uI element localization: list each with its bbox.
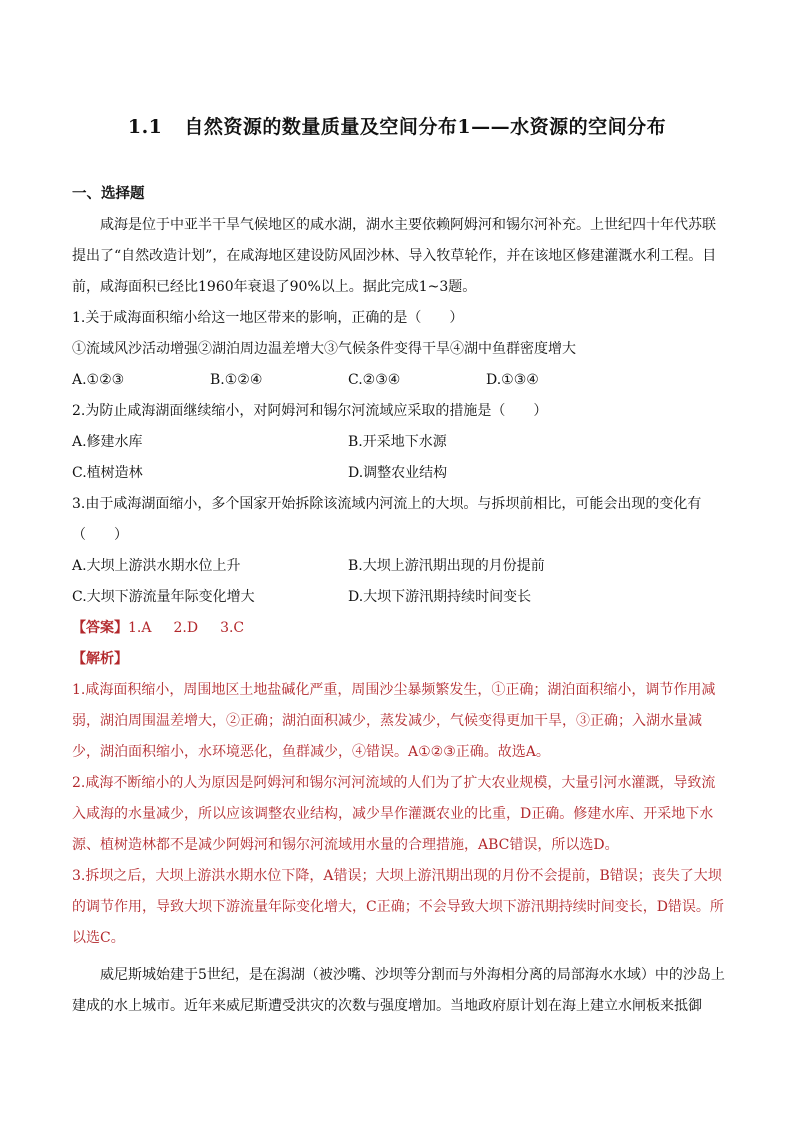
question-3-options-row-2 [72,582,728,613]
question-1-options [72,365,728,396]
option-a: A.修建水库 [72,434,143,450]
question-1-statements: ①流域风沙活动增强②湖泊周边温差增大③气候条件变得干旱④湖中鱼群密度增大 [72,341,576,357]
question-2-options-row-1 [72,427,728,458]
option-c: C.大坝下游流量年际变化增大 [72,589,255,605]
option-c: C.②③④ [348,372,401,388]
answer-line [72,613,728,644]
option-b: B.大坝上游汛期出现的月份提前 [348,558,545,574]
option-c: C.植树造林 [72,465,143,481]
option-d: D.大坝下游汛期持续时间变长 [348,589,532,605]
option-a: A.①②③ [72,372,125,388]
option-b: B.①②④ [210,372,263,388]
answer-value: 1.A [128,620,152,636]
question-2-options-row-2 [72,458,728,489]
document-body [72,210,728,1022]
title-text: 自然资源的数量质量及空间分布1——水资源的空间分布 [184,116,667,138]
passage-aral-sea: 咸海是位于中亚半干旱气候地区的咸水湖，湖水主要依赖阿姆河和锡尔河补充。上世纪四十年代苏联提出了“自然改造计划”，在咸海地区建设防风固沙林、导入牧草轮作，并在该地区修建灌溉水利工程。目前，咸海面积已经比1960年衰退了90%以上。据此完成1~3题。 [72,217,717,295]
analysis-item-3: 3.拆坝之后，大坝上游洪水期水位下降，A错误；大坝上游汛期出现的月份不会提前，B错误；丧失了大坝的调节作用，导致大坝下游流量年际变化增大，C正确；不会导致大坝下游汛期持续时间变长，D错误。所以选C。 [72,868,724,946]
title-number: 1.1 [127,116,163,138]
question-1-stem: 1.关于咸海面积缩小给这一地区带来的影响，正确的是（ ） [72,310,464,326]
answer-label: 【答案】 [72,620,128,636]
answer-value: 3.C [220,620,245,636]
passage-venice: 威尼斯城始建于5世纪，是在潟湖（被沙嘴、沙坝等分割而与外海相分离的局部海水水域）中的沙岛上建成的水上城市。近年来威尼斯遭受洪灾的次数与强度增加。当地政府原计划在海上建立水闸板来抵御 [72,967,725,1014]
page-title [0,112,794,139]
question-3-options-row-1 [72,551,728,582]
question-3-stem: 3.由于咸海湖面缩小，多个国家开始拆除该流域内河流上的大坝。与拆坝前相比，可能会出现的变化有（ ） [72,496,702,543]
option-d: D.①③④ [486,372,539,388]
option-b: B.开采地下水源 [348,434,447,450]
analysis-label: 【解析】 [72,651,128,667]
answer-value: 2.D [173,620,199,636]
question-2-stem: 2.为防止咸海湖面继续缩小，对阿姆河和锡尔河流域应采取的措施是（ ） [72,403,548,419]
analysis-item-1: 1.咸海面积缩小，周围地区土地盐碱化严重，周围沙尘暴频繁发生，①正确；湖泊面积缩小，调节作用减弱，湖泊周围温差增大，②正确；湖泊面积减少，蒸发减少，气候变得更加干旱，③正确；入湖水量减少，湖泊面积缩小，水环境恶化，鱼群减少，④错误。A①②③正确。故选A。 [72,682,716,760]
option-a: A.大坝上游洪水期水位上升 [72,558,241,574]
section-heading: 一、选择题 [72,186,145,202]
option-d: D.调整农业结构 [348,465,448,481]
analysis-item-2: 2.咸海不断缩小的人为原因是阿姆河和锡尔河河流域的人们为了扩大农业规模，大量引河水灌溉，导致流入咸海的水量减少，所以应该调整农业结构，减少旱作灌溉农业的比重，D正确。修建水库、开采地下水源、植树造林都不是减少阿姆河和锡尔河流域用水量的合理措施，ABC错误，所以选D。 [72,775,716,853]
